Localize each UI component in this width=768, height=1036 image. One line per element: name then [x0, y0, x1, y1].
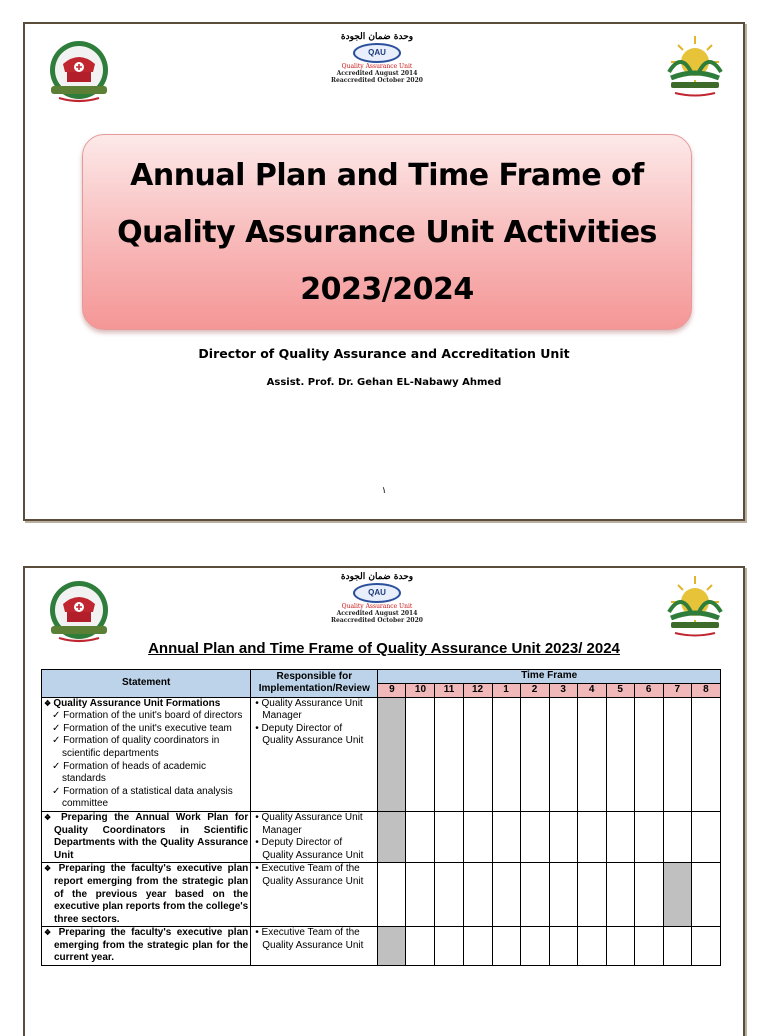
statement-label: Quality Assurance Unit Formations — [53, 697, 221, 709]
mansoura-faculty-logo-left — [45, 38, 113, 106]
statement-subitem — [44, 723, 248, 736]
month-header: 9 — [378, 684, 406, 698]
timeframe-cell — [634, 927, 663, 966]
timeframe-cell — [406, 811, 435, 862]
timeframe-cell — [435, 697, 463, 811]
statement-text — [44, 927, 248, 965]
statement-text — [44, 812, 248, 862]
month-header: 2 — [520, 684, 549, 698]
timeframe-cell — [606, 697, 634, 811]
statement-cell — [42, 927, 251, 966]
timeframe-cell — [577, 697, 606, 811]
timeframe-cell — [549, 927, 577, 966]
page-number: ١ — [381, 485, 387, 495]
subitem-label: Formation of quality coordinators in scientific departments — [62, 735, 220, 759]
timeframe-cell — [492, 697, 520, 811]
statement-label: Preparing the faculty's executive plan report emerging from the strategic plan of the previous year based on the executive plan reports from the college's three sectors. — [54, 863, 249, 925]
timeframe-cell — [691, 863, 720, 927]
responsible-label: Quality Assurance Unit Manager — [261, 811, 363, 836]
month-header: 7 — [663, 684, 691, 698]
statement-cell — [42, 697, 251, 811]
responsible-label: Executive Team of the Quality Assurance Unit — [261, 927, 364, 951]
timeframe-cell — [520, 927, 549, 966]
timeframe-cell — [577, 811, 606, 862]
cover-title-line-3: 2023/2024 — [300, 271, 474, 307]
timeframe-cell — [435, 811, 463, 862]
month-header: 6 — [634, 684, 663, 698]
subitem-label: Formation of the unit's board of directors — [63, 710, 243, 722]
month-header: 10 — [406, 684, 435, 698]
header-responsible: Responsible for Implementation/Review — [251, 670, 378, 698]
cover-page — [23, 22, 745, 521]
responsible-cell — [251, 863, 378, 927]
timeframe-cell — [492, 811, 520, 862]
month-header: 1 — [492, 684, 520, 698]
checkmark-icon: ✓ — [52, 710, 64, 722]
month-header: 11 — [435, 684, 463, 698]
timeframe-cell — [691, 697, 720, 811]
subitem-label: Formation of heads of academic standards — [62, 760, 207, 785]
timeframe-cell — [520, 863, 549, 927]
qau-arabic-name: وحدة ضمان الجودة — [340, 32, 414, 42]
timeframe-cell — [406, 697, 435, 811]
statement-cell — [42, 811, 251, 862]
timeframe-cell — [463, 863, 492, 927]
table-row — [42, 863, 721, 927]
timeframe-cell — [406, 927, 435, 966]
mansoura-university-logo-right — [661, 572, 729, 640]
timeframe-cell — [606, 811, 634, 862]
responsible-label: Deputy Director of Quality Assurance Unit — [261, 837, 364, 861]
timeframe-cell — [463, 811, 492, 862]
timeframe-cell — [663, 811, 691, 862]
statement-subitem — [44, 761, 248, 786]
timeframe-cell — [663, 697, 691, 811]
statement-subitem — [44, 786, 248, 811]
timeframe-cell — [691, 927, 720, 966]
subitem-label: Formation of the unit's executive team — [63, 722, 232, 734]
responsible-item: • Executive Team of the Quality Assurance Unit — [255, 863, 364, 887]
qau-name: Quality Assurance Unit — [341, 63, 413, 70]
diamond-bullet-icon: ❖ — [44, 928, 59, 938]
header-time-frame: Time Frame — [378, 670, 721, 684]
responsible-label: Deputy Director of Quality Assurance Unit — [261, 722, 364, 747]
diamond-bullet-icon: ❖ — [44, 698, 54, 708]
statement-subitem — [44, 710, 248, 723]
statement-cell — [42, 863, 251, 927]
responsible-item: • Deputy Director of Quality Assurance Unit — [255, 837, 364, 861]
cover-title-box — [82, 134, 692, 330]
timeframe-cell — [520, 697, 549, 811]
month-header: 12 — [463, 684, 492, 698]
timeframe-cell — [549, 811, 577, 862]
timeframe-cell — [435, 927, 463, 966]
cover-title-line-1: Annual Plan and Time Frame of — [130, 157, 644, 193]
timeframe-cell — [606, 927, 634, 966]
responsible-cell — [251, 811, 378, 862]
timeframe-cell — [577, 863, 606, 927]
checkmark-icon: ✓ — [52, 722, 64, 734]
statement-subitem — [44, 735, 248, 760]
timeframe-cell — [378, 863, 406, 927]
month-header: 5 — [606, 684, 634, 698]
responsible-label: Executive Team of the Quality Assurance Unit — [261, 863, 364, 887]
statement-label: Preparing the faculty's executive plan emerging from the strategic plan for the current year. — [54, 927, 249, 964]
timeframe-cell — [606, 863, 634, 927]
timeframe-cell — [463, 927, 492, 966]
diamond-bullet-icon: ❖ — [44, 864, 59, 874]
qau-logo — [325, 572, 429, 634]
timeframe-cell — [492, 927, 520, 966]
plan-title: Annual Plan and Time Frame of Quality Assurance Unit 2023/ 2024 — [148, 640, 620, 657]
timeframe-cell — [634, 811, 663, 862]
month-header: 4 — [577, 684, 606, 698]
qau-name: Quality Assurance Unit — [341, 603, 413, 610]
mansoura-faculty-logo-left — [45, 578, 113, 646]
responsible-item: • Quality Assurance Unit Manager — [255, 697, 363, 722]
mansoura-university-logo-right — [661, 32, 729, 100]
professor-name: Assist. Prof. Dr. Gehan EL-Nabawy Ahmed — [266, 377, 502, 388]
checkmark-icon: ✓ — [52, 760, 64, 772]
timeframe-cell — [577, 927, 606, 966]
timeframe-cell — [549, 697, 577, 811]
qau-logo — [325, 32, 429, 94]
checkmark-icon: ✓ — [52, 735, 64, 747]
cover-title-line-2: Quality Assurance Unit Activities — [117, 214, 657, 250]
checkmark-icon: ✓ — [52, 785, 64, 797]
qau-reaccredited: Reaccredited October 2020 — [331, 617, 423, 624]
timeframe-cell — [549, 863, 577, 927]
diamond-bullet-icon: ❖ — [44, 812, 61, 822]
table-row — [42, 927, 721, 966]
header-statement: Statement — [42, 670, 251, 698]
timeframe-cell — [634, 697, 663, 811]
qau-abbr: QAU — [353, 43, 401, 63]
qau-accredited: Accredited August 2014 — [336, 70, 418, 77]
timeframe-cell-active — [663, 863, 691, 927]
responsible-label: Quality Assurance Unit Manager — [261, 697, 363, 722]
timeframe-cell — [435, 863, 463, 927]
table-row — [42, 811, 721, 862]
responsible-item: • Executive Team of the Quality Assurance Unit — [255, 927, 364, 951]
director-heading: Director of Quality Assurance and Accreditation Unit — [198, 346, 570, 361]
statement-text — [44, 863, 248, 926]
plan-page — [23, 566, 745, 1036]
qau-abbr: QAU — [353, 583, 401, 603]
subitem-label: Formation of a statistical data analysis committee — [62, 785, 233, 810]
timeframe-cell — [634, 863, 663, 927]
month-header: 3 — [549, 684, 577, 698]
table-row — [42, 697, 721, 811]
qau-accredited: Accredited August 2014 — [336, 610, 418, 617]
timeframe-cell — [663, 927, 691, 966]
month-header: 8 — [691, 684, 720, 698]
timeframe-cell — [492, 863, 520, 927]
responsible-cell — [251, 927, 378, 966]
timeframe-cell — [463, 697, 492, 811]
plan-table — [41, 669, 721, 966]
responsible-item: • Deputy Director of Quality Assurance Unit — [255, 722, 364, 747]
statement-text — [44, 698, 248, 711]
statement-label: Preparing the Annual Work Plan for Quality Coordinators in Scientific Departments with the Quality Assurance Unit — [54, 811, 249, 861]
qau-arabic-name: وحدة ضمان الجودة — [340, 572, 414, 582]
qau-reaccredited: Reaccredited October 2020 — [331, 77, 423, 84]
timeframe-cell-active — [378, 697, 406, 811]
responsible-item: • Quality Assurance Unit Manager — [255, 811, 363, 836]
timeframe-cell — [406, 863, 435, 927]
timeframe-cell-active — [378, 811, 406, 862]
timeframe-cell-active — [378, 927, 406, 966]
timeframe-cell — [520, 811, 549, 862]
timeframe-cell — [691, 811, 720, 862]
responsible-cell — [251, 697, 378, 811]
